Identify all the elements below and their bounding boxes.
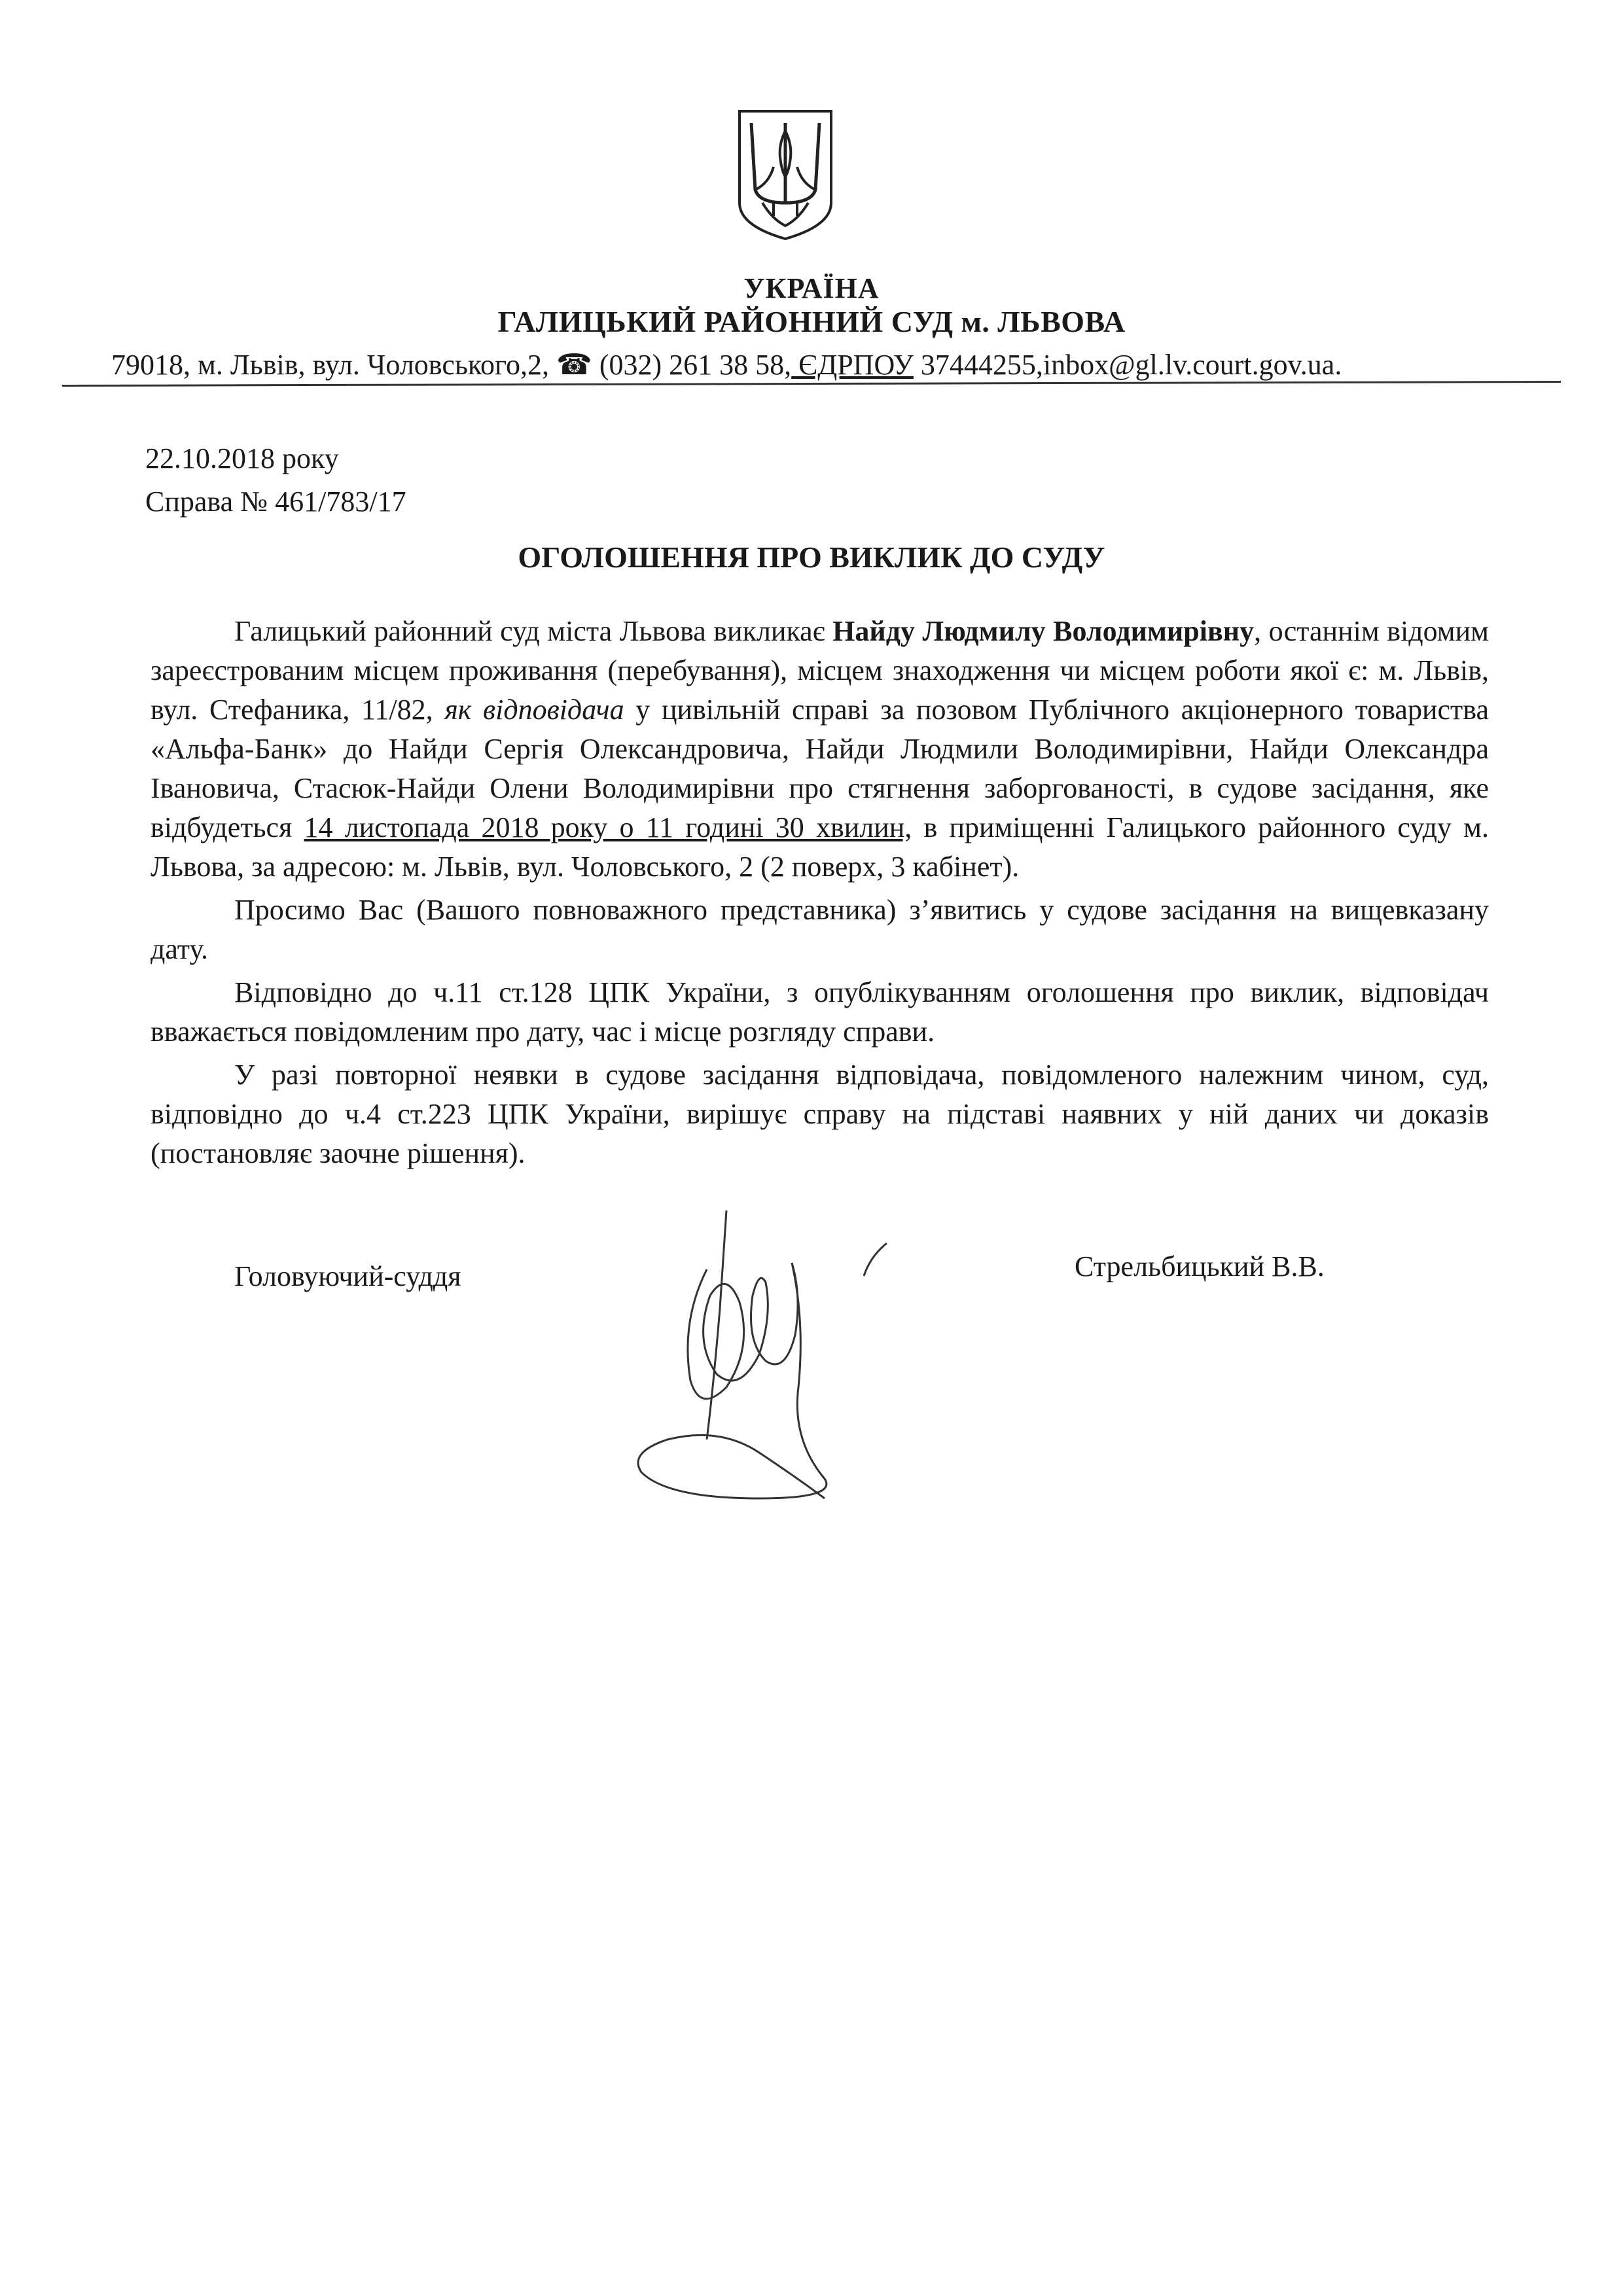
defendant-name: Найду Людмилу Володимирівну <box>832 615 1255 647</box>
judge-name: Стрельбицький В.В. <box>1075 1250 1325 1282</box>
document-body <box>151 612 1489 1177</box>
trident-emblem-icon <box>733 105 838 242</box>
header-address-line <box>111 348 1551 381</box>
header-country: УКРАЇНА <box>743 272 880 304</box>
hearing-datetime: 14 листопада 2018 року о 11 годині 30 хвилин, <box>304 811 912 843</box>
document-meta <box>145 437 406 523</box>
handwritten-signature <box>628 1191 923 1531</box>
telephone-icon: ☎ <box>556 349 599 381</box>
document-title: ОГОЛОШЕННЯ ПРО ВИКЛИК ДО СУДУ <box>518 540 1105 574</box>
court-address: 79018, м. Львів, вул. Чоловського,2, <box>111 349 557 381</box>
court-phone: (032) 261 38 58, <box>599 349 792 381</box>
signature-role: Головуючий-суддя <box>234 1260 461 1292</box>
p1-text-b: , останнім відомим зареєстрованим місцем проживання (перебування), місцем знаходження чи місцем роботи якої є: м. Львів, вул. Стефаника, 11/82, <box>151 615 1489 726</box>
document-date: 22.10.2018 року <box>145 442 339 474</box>
body-paragraph-2: Просимо Вас (Вашого повноважного представника) з’явитись у судове засідання на вищевказану дату. <box>151 894 1489 965</box>
case-number: Справа № 461/783/17 <box>145 486 406 518</box>
body-paragraph-3: Відповідно до ч.11 ст.128 ЦПК України, з опублікуванням оголошення про виклик, відповідач вважається повідомленим про дату, час і місце розгляду справи. <box>151 976 1489 1048</box>
header-court-name: ГАЛИЦЬКИЙ РАЙОННИЙ СУД м. ЛЬВОВА <box>497 305 1126 338</box>
header-divider <box>62 381 1561 387</box>
edrpou-label: ЄДРПОУ <box>791 349 914 381</box>
p1-text-c: у цивільній справі за позовом Публічного акціонерного товариства «Альфа-Банк» до Найди Сергія Олександровича, Найди Людмили Володимирівни, Найди Олександра Івановича, Стасюк-Найди Олени Володимирівни про стягнення заборгованості, в судове засідання, яке відбудеться <box>151 694 1489 843</box>
body-paragraph-1 <box>151 612 1489 887</box>
body-paragraph-4: У разі повторної неявки в судове засідання відповідача, повідомленого належним чином, суд, відповідно до ч.4 ст.223 ЦПК України, вирішує справу на підставі наявних у ній даних чи доказів (постановляє заочне рішення). <box>151 1059 1489 1169</box>
p1-text-a: Галицький районний суд міста Львова викликає <box>234 615 833 647</box>
defendant-role: як відповідача <box>444 694 624 726</box>
p1-text-d: в приміщенні Галицького районного суду м. Львова, за адресою: м. Львів, вул. Чоловського, 2 (2 поверх, 3 кабінет). <box>151 811 1489 883</box>
edrpou-and-email: 37444255,inbox@gl.lv.court.gov.ua. <box>913 349 1342 381</box>
